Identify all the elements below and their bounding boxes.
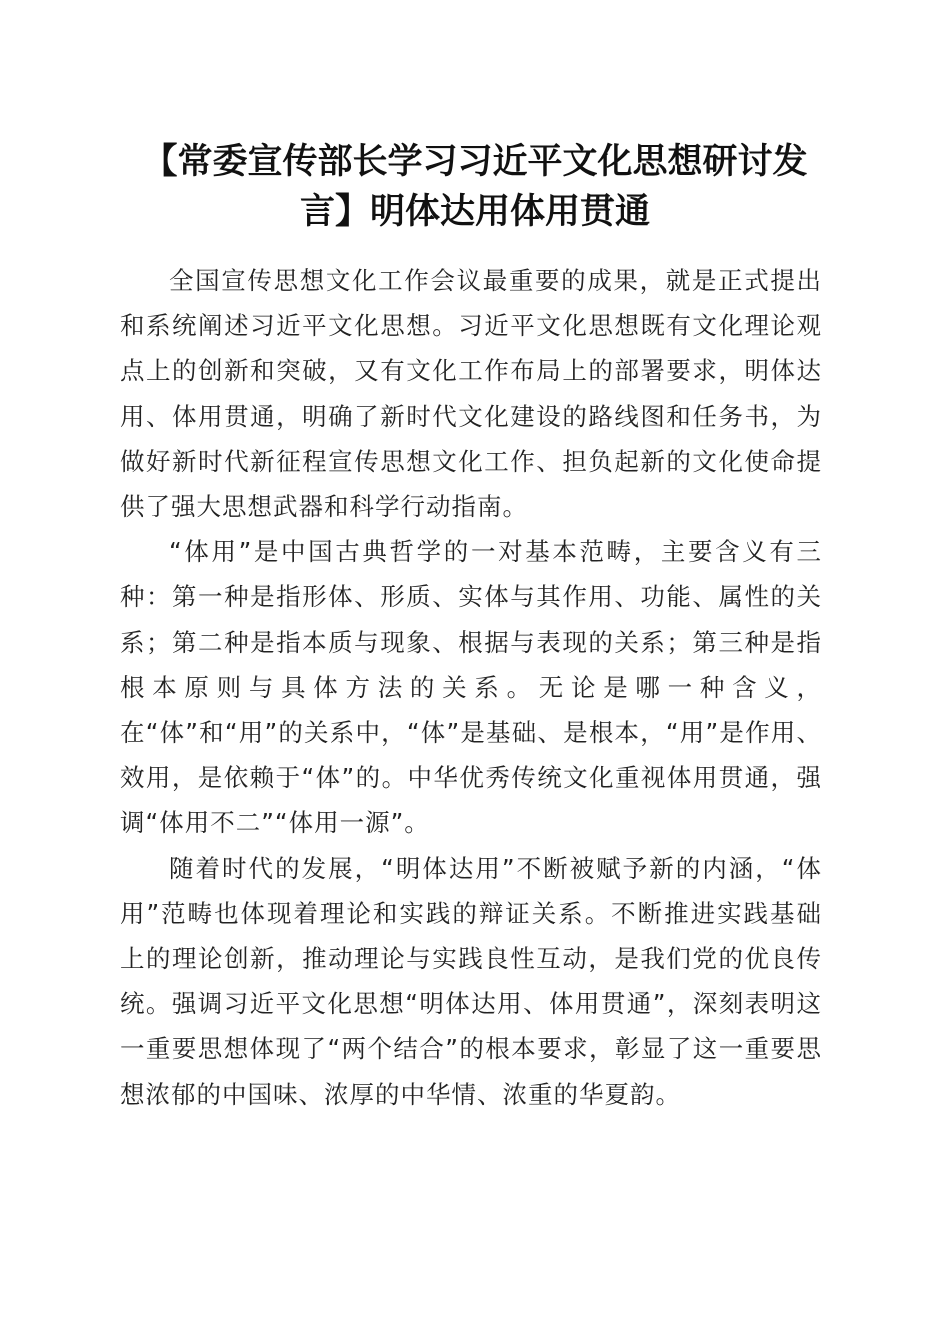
document-title bbox=[120, 137, 830, 237]
title-line-1: 【常委宣传部长学习习近平文化思想研讨发 bbox=[142, 141, 808, 182]
document-body bbox=[120, 258, 822, 1117]
body-paragraph-1: 全国宣传思想文化工作会议最重要的成果，就是正式提出和系统阐述习近平文化思想。习近平文化思想既有文化理论观点上的创新和突破，又有文化工作布局上的部署要求，明体达用、体用贯通，明确了新时代文化建设的路线图和任务书，为做好新时代新征程宣传思想文化工作、担负起新的文化使命提供了强大思想武器和科学行动指南。 bbox=[120, 266, 822, 522]
body-paragraph-3: 随着时代的发展，“明体达用”不断被赋予新的内涵，“体用”范畴也体现着理论和实践的辩证关系。不断推进实践基础上的理论创新，推动理论与实践良性互动，是我们党的优良传统。强调习近平文化思想“明体达用、体用贯通”，深刻表明这一重要思想体现了“两个结合”的根本要求，彰显了这一重要思想浓郁的中国味、浓厚的中华情、浓重的华夏韵。 bbox=[120, 853, 822, 1109]
body-paragraph-2: “体用”是中国古典哲学的一对基本范畴，主要含义有三种：第一种是指形体、形质、实体与其作用、功能、属性的关系；第二种是指本质与现象、根据与表现的关系；第三种是指根本原则与具体方法的关系。无论是哪一种含义，在“体”和“用”的关系中，“体”是基础、是根本，“用”是作用、效用，是依赖于“体”的。中华优秀传统文化重视体用贯通，强调“体用不二”“体用一源”。 bbox=[120, 537, 822, 838]
title-line-2: 言】明体达用体用贯通 bbox=[299, 191, 650, 232]
